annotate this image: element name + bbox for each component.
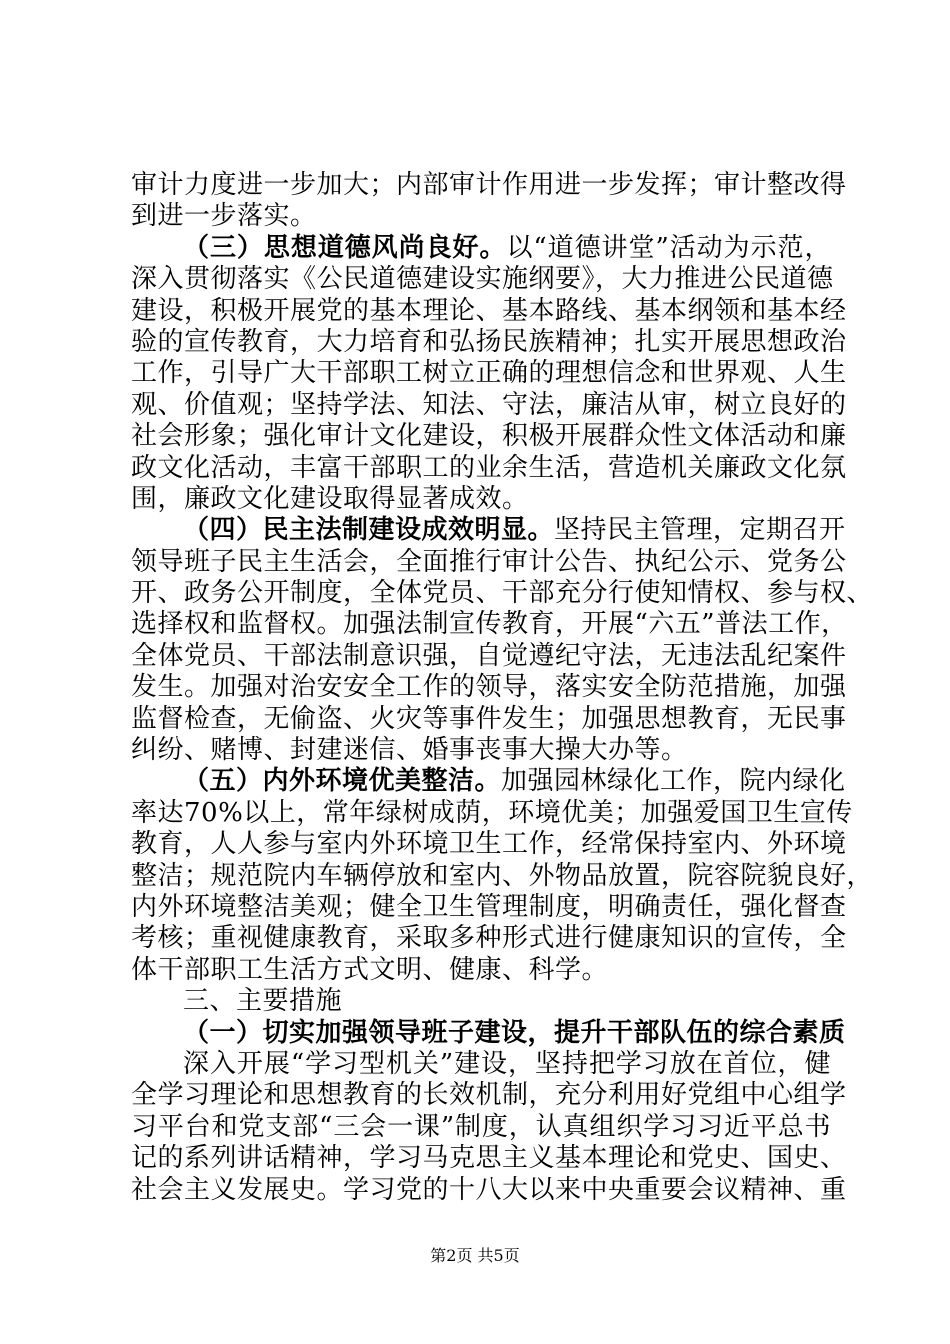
paragraph-line: 体干部职工生活方式文明、健康、科学。 [131, 954, 609, 985]
paragraph-line: 领导班子民主生活会，全面推行审计公告、执纪公示、党务公 [131, 546, 847, 577]
paragraph-line: 纠纷、赌博、封建迷信、婚事丧事大操大办等。 [131, 735, 688, 766]
paragraph-line: 观、价值观；坚持学法、知法、守法，廉洁从审，树立良好的 [131, 389, 847, 420]
paragraph-line: 建设，积极开展党的基本理论、基本路线、基本纲领和基本经 [131, 295, 847, 326]
document-body [131, 170, 874, 1206]
paragraph-line: 全体党员、干部法制意识强，自觉遵纪守法，无违法乱纪案件 [131, 640, 847, 671]
section-heading-4: （四）民主法制建设成效明显。 [183, 515, 555, 546]
paragraph-line: 社会形象；强化审计文化建设，积极开展群众性文体活动和廉 [131, 421, 847, 452]
paragraph-line: 整洁；规范院内车辆停放和室内、外物品放置，院容院貌良好， [131, 860, 874, 891]
paragraph-line: 社会主义发展史。学习党的十八大以来中央重要会议精神、重 [131, 1174, 847, 1205]
paragraph-line: 工作，引导广大干部职工树立正确的理想信念和世界观、人生 [131, 358, 847, 389]
paragraph-line: 开、政务公开制度，全体党员、干部充分行使知情权、参与权、 [131, 578, 874, 609]
paragraph-text: 加强园林绿化工作，院内绿化 [501, 766, 846, 797]
section-heading-5: （五）内外环境优美整洁。 [183, 766, 502, 797]
paragraph-line: 验的宣传教育，大力培育和弘扬民族精神；扎实开展思想政治 [131, 326, 847, 357]
subsection-heading-1: （一）切实加强领导班子建设，提升干部队伍的综合素质 [183, 1017, 846, 1048]
paragraph-line: 发生。加强对治安安全工作的领导，落实安全防范措施，加强 [131, 672, 847, 703]
paragraph-text: 以“道德讲堂”活动为示范， [506, 232, 831, 263]
paragraph-line: 深入开展“学习型机关”建设，坚持把学习放在首位，健 [183, 1048, 831, 1079]
paragraph-line: 率达70%以上，常年绿树成荫，环境优美；加强爱国卫生宣传 [131, 797, 853, 828]
paragraph-line: 深入贯彻落实《公民道德建设实施纲要》，大力推进公民道德 [131, 264, 834, 295]
paragraph-line: 教育，人人参与室内外环境卫生工作，经常保持室内、外环境 [131, 829, 847, 860]
paragraph-line: 记的系列讲话精神，学习马克思主义基本理论和党史、国史、 [131, 1143, 847, 1174]
paragraph-line: 考核；重视健康教育，采取多种形式进行健康知识的宣传，全 [131, 923, 847, 954]
paragraph-line: 政文化活动，丰富干部职工的业余生活，营造机关廉政文化氛 [131, 452, 847, 483]
section-heading-3: （三）思想道德风尚良好。 [183, 232, 507, 263]
paragraph-line: 内外环境整洁美观；健全卫生管理制度，明确责任，强化督查 [131, 891, 847, 922]
paragraph-line [131, 233, 831, 264]
paragraph-line: 监督检查，无偷盗、火灾等事件发生；加强思想教育，无民事 [131, 703, 847, 734]
paragraph-line: 围，廉政文化建设取得显著成效。 [131, 483, 529, 514]
page-number: 第2页 共5页 [430, 1246, 520, 1265]
paragraph-line [131, 515, 846, 546]
paragraph-line: 选择权和监督权。加强法制宣传教育，开展“六五”普法工作， [131, 609, 848, 640]
paragraph-line: 审计力度进一步加大；内部审计作用进一步发挥；审计整改得 [131, 170, 847, 200]
section-heading-main: 三、主要措施 [183, 986, 343, 1017]
paragraph-text: 坚持民主管理，定期召开 [554, 515, 846, 546]
paragraph-line: 全学习理论和思想教育的长效机制，充分利用好党组中心组学 [131, 1080, 847, 1111]
paragraph-line [131, 766, 846, 797]
paragraph-line: 到进一步落实。 [131, 201, 317, 232]
paragraph-line: 习平台和党支部“三会一课”制度，认真组织学习习近平总书 [131, 1111, 831, 1142]
